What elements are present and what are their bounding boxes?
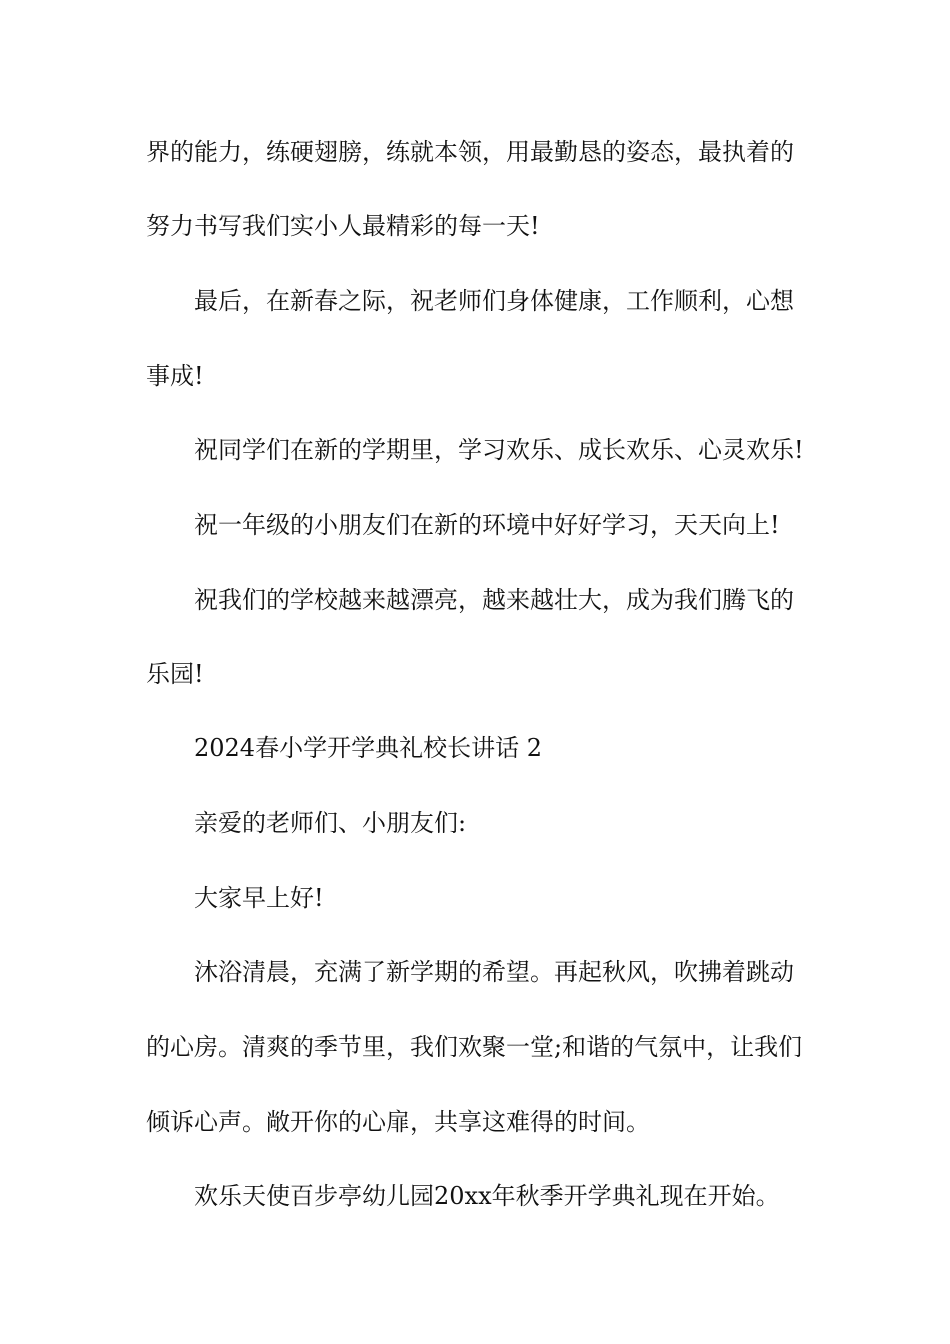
paragraph-line: 乐园! xyxy=(146,660,204,688)
paragraph-line: 祝我们的学校越来越漂亮，越来越壮大，成为我们腾飞的 xyxy=(194,586,794,614)
paragraph-line: 努力书写我们实小人最精彩的每一天! xyxy=(146,212,540,240)
paragraph-line: 沐浴清晨，充满了新学期的希望。再起秋风，吹拂着跳动 xyxy=(194,958,794,986)
paragraph-line: 祝同学们在新的学期里，学习欢乐、成长欢乐、心灵欢乐! xyxy=(194,436,804,464)
greeting-line: 大家早上好! xyxy=(194,884,324,912)
paragraph-line: 祝一年级的小朋友们在新的环境中好好学习，天天向上! xyxy=(194,511,780,539)
paragraph-line: 欢乐天使百步亭幼儿园20xx年秋季开学典礼现在开始。 xyxy=(194,1182,780,1210)
salutation-line: 亲爱的老师们、小朋友们: xyxy=(194,809,467,837)
paragraph-line: 的心房。清爽的季节里，我们欢聚一堂;和谐的气氛中，让我们 xyxy=(146,1033,803,1061)
paragraph-line: 事成! xyxy=(146,362,204,390)
section-heading: 2024春小学开学典礼校长讲话 2 xyxy=(194,734,542,762)
paragraph-line: 最后，在新春之际，祝老师们身体健康，工作顺利，心想 xyxy=(194,287,794,315)
paragraph-line: 界的能力，练硬翅膀，练就本领，用最勤恳的姿态，最执着的 xyxy=(146,138,794,166)
paragraph-line: 倾诉心声。敞开你的心扉，共享这难得的时间。 xyxy=(146,1108,650,1136)
